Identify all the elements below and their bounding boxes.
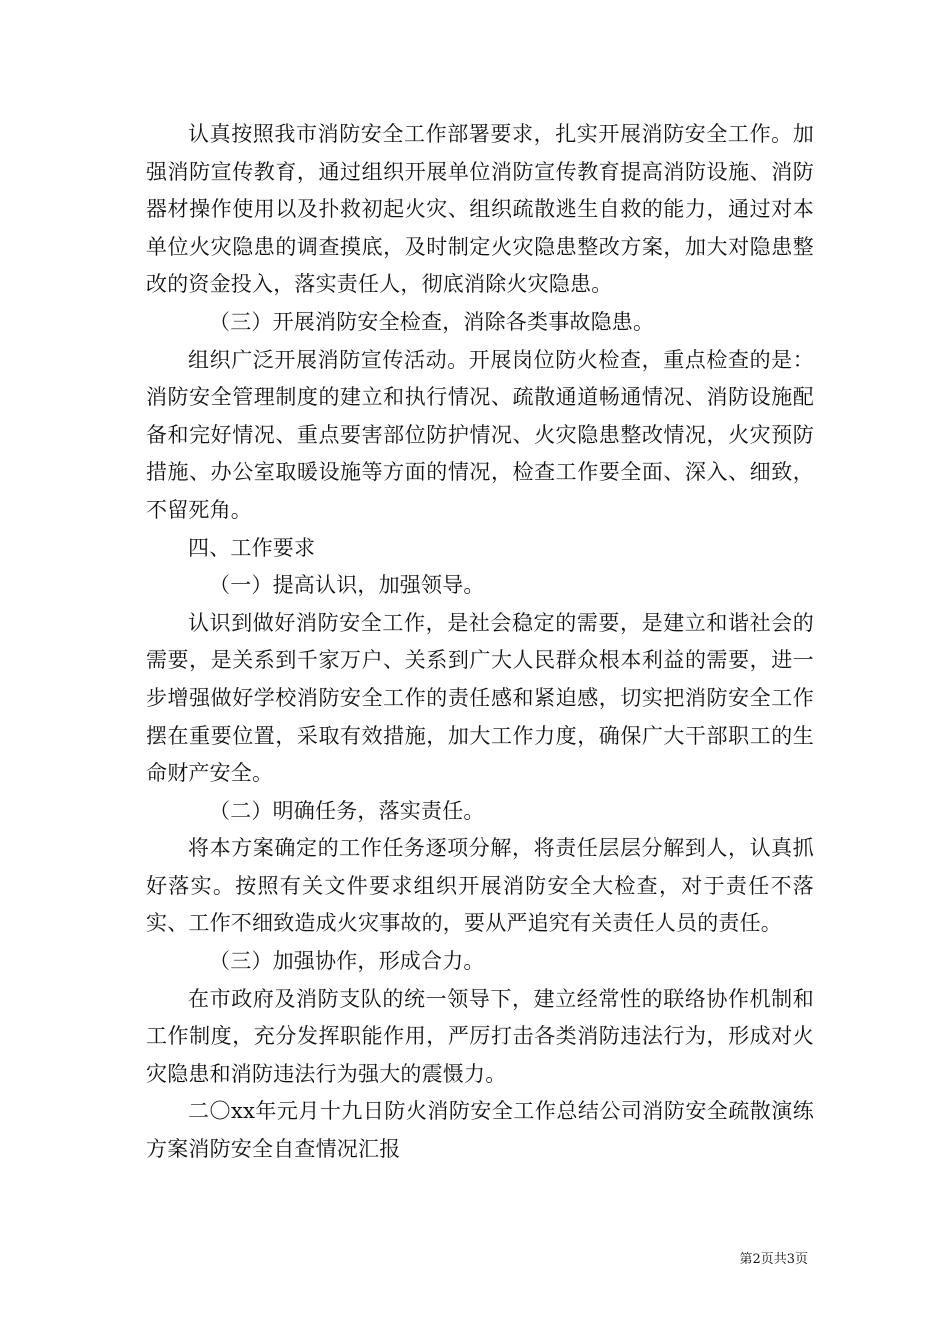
heading-raise-awareness: （一）提高认识，加强领导。 xyxy=(209,573,485,598)
paragraph-cooperation: 在市政府及消防支队的统一领导下，建立经常性的联络协作机制和工作制度，充分发挥职能作用，严厉打击各类消防违法行为，形成对火灾隐患和消防违法行为强大的震慑力。 xyxy=(146,986,814,1086)
heading-clarify-tasks: （二）明确任务，落实责任。 xyxy=(209,798,485,823)
heading-cooperation: （三）加强协作，形成合力。 xyxy=(209,949,485,974)
paragraph-date-and-titles: 二〇xx年元月十九日防火消防安全工作总结公司消防安全疏散演练方案消防安全自查情况汇报 xyxy=(146,1099,814,1162)
paragraph-inspection-content: 组织广泛开展消防宣传活动。开展岗位防火检查，重点检查的是：消防安全管理制度的建立和执行情况、疏散通道畅通情况、消防设施配备和完好情况、重点要害部位防护情况、火灾隐患整改情况，火灾预防措施、办公室取暖设施等方面的情况，检查工作要全面、深入、细致，不留死角。 xyxy=(146,347,814,522)
page-number-footer: 第2页共3页 xyxy=(739,1252,808,1267)
heading-safety-inspection: （三）开展消防安全检查，消除各类事故隐患。 xyxy=(209,309,655,334)
paragraph-tasks: 将本方案确定的工作任务逐项分解，将责任层层分解到人，认真抓好落实。按照有关文件要求组织开展消防安全大检查，对于责任不落实、工作不细致造成火灾事故的，要从严追究有关责任人员的责任。 xyxy=(146,836,814,936)
document-body xyxy=(146,116,814,1169)
paragraph-awareness: 认识到做好消防安全工作，是社会稳定的需要，是建立和谐社会的需要，是关系到千家万户、关系到广大人民群众根本利益的需要，进一步增强做好学校消防安全工作的责任感和紧迫感，切实把消防安全工作摆在重要位置，采取有效措施，加大工作力度，确保广大干部职工的生命财产安全。 xyxy=(146,610,814,786)
paragraph-fire-safety-work: 认真按照我市消防安全工作部署要求，扎实开展消防安全工作。加强消防宣传教育，通过组织开展单位消防宣传教育提高消防设施、消防器材操作使用以及扑救初起火灾、组织疏散逃生自救的能力，通过对本单位火灾隐患的调查摸底，及时制定火灾隐患整改方案，加大对隐患整改的资金投入，落实责任人，彻底消除火灾隐患。 xyxy=(146,122,814,297)
heading-work-requirements: 四、工作要求 xyxy=(188,535,316,560)
